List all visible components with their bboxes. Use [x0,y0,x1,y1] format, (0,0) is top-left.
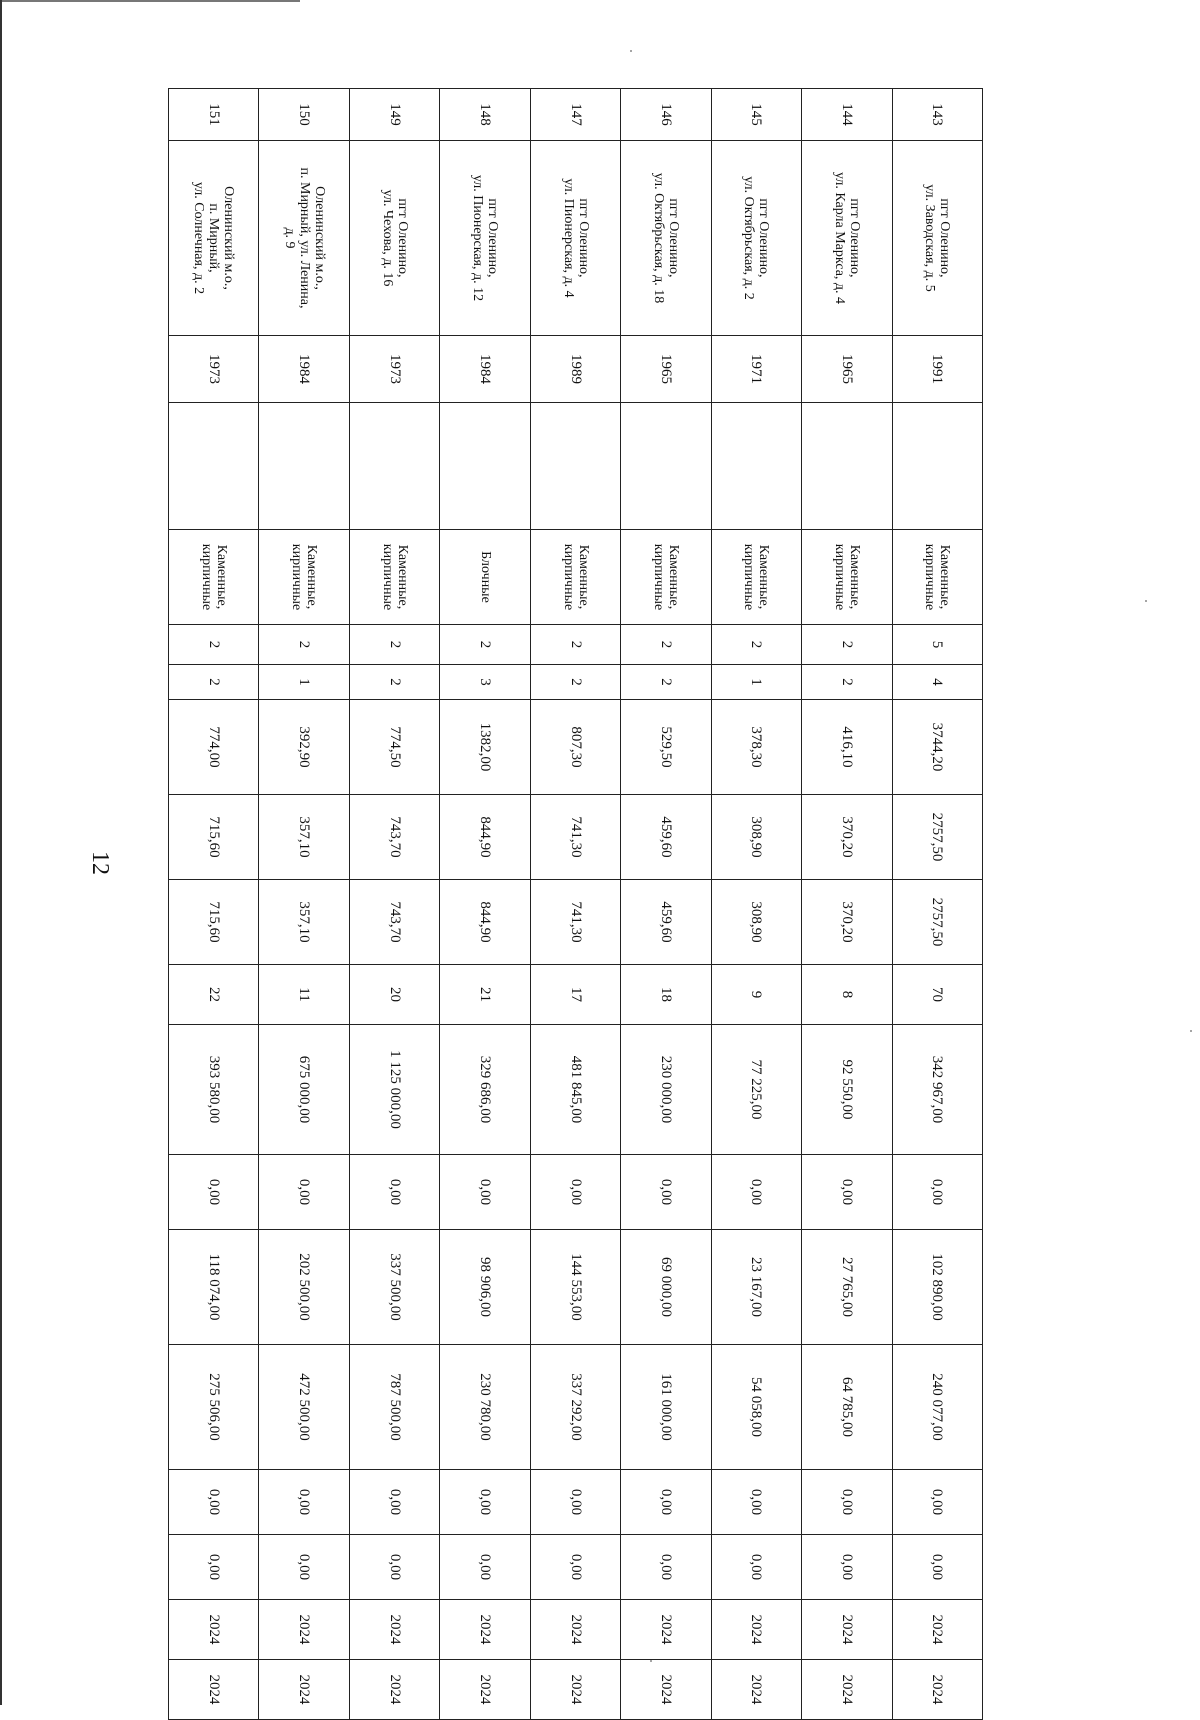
completion-year-cell: 2024 [621,1660,711,1720]
wall-material-cell: Каменные, кирпичные [711,530,801,625]
fund-d-cell: 0,00 [892,1470,982,1535]
fund-d-cell: 0,00 [349,1470,439,1535]
fund-b-cell: 102 890,00 [892,1230,982,1345]
total-area-cell: 3744,20 [892,700,982,795]
cost-total-cell: 675 000,00 [259,1025,349,1155]
fund-c-cell: 240 077,00 [892,1345,982,1470]
table-row [621,89,711,1720]
rotated-table-wrapper [168,88,983,1705]
year-built-cell: 1973 [349,336,439,403]
address-cell: пгт Оленино, ул. Пионерская, д. 4 [530,141,620,336]
total-area-cell: 529,50 [621,700,711,795]
fund-a-cell: 0,00 [711,1155,801,1230]
entrances-cell: 2 [169,665,260,700]
entrances-cell: 3 [440,665,530,700]
living-area-cell: 308,90 [711,795,801,880]
entrances-cell: 2 [530,665,620,700]
fund-d-cell: 0,00 [711,1470,801,1535]
fund-e-cell: 0,00 [169,1535,260,1600]
fund-a-cell: 0,00 [621,1155,711,1230]
residents-cell: 21 [440,965,530,1025]
fund-e-cell: 0,00 [711,1535,801,1600]
fund-c-cell: 64 785,00 [802,1345,892,1470]
fund-a-cell: 0,00 [349,1155,439,1230]
total-area-cell: 774,50 [349,700,439,795]
year-built-cell: 1991 [892,336,982,403]
fund-c-cell: 337 292,00 [530,1345,620,1470]
empty-cell-cell [259,403,349,530]
planned-year-cell: 2024 [169,1600,260,1660]
residents-cell: 11 [259,965,349,1025]
fund-e-cell: 0,00 [530,1535,620,1600]
floors-cell: 2 [621,625,711,665]
row-number-cell: 150 [259,89,349,141]
floors-cell: 2 [530,625,620,665]
housing-register-table [168,88,983,1720]
residents-cell: 17 [530,965,620,1025]
living-area-cell: 357,10 [259,795,349,880]
address-cell: пгт Оленино, ул. Пионерская, д. 12 [440,141,530,336]
living-area-cell: 741,30 [530,795,620,880]
empty-cell-cell [892,403,982,530]
floors-cell: 2 [802,625,892,665]
fund-b-cell: 337 500,00 [349,1230,439,1345]
entrances-cell: 1 [711,665,801,700]
fund-d-cell: 0,00 [530,1470,620,1535]
fund-c-cell: 275 506,00 [169,1345,260,1470]
address-cell: Оленинский м.о., п. Мирный, ул. Солнечная, д. 2 [169,141,260,336]
total-area-cell: 416,10 [802,700,892,795]
address-cell: пгт Оленино, ул. Заводская, д. 5 [892,141,982,336]
apartment-area-cell: 715,60 [169,880,260,965]
row-number-cell: 144 [802,89,892,141]
apartment-area-cell: 2757,50 [892,880,982,965]
entrances-cell: 2 [349,665,439,700]
completion-year-cell: 2024 [892,1660,982,1720]
cost-total-cell: 342 967,00 [892,1025,982,1155]
fund-c-cell: 230 780,00 [440,1345,530,1470]
apartment-area-cell: 844,90 [440,880,530,965]
residents-cell: 8 [802,965,892,1025]
fund-a-cell: 0,00 [259,1155,349,1230]
total-area-cell: 774,00 [169,700,260,795]
planned-year-cell: 2024 [440,1600,530,1660]
fund-e-cell: 0,00 [892,1535,982,1600]
fund-c-cell: 787 500,00 [349,1345,439,1470]
completion-year-cell: 2024 [440,1660,530,1720]
table-row [169,89,260,1720]
fund-d-cell: 0,00 [440,1470,530,1535]
cost-total-cell: 393 580,00 [169,1025,260,1155]
row-number-cell: 151 [169,89,260,141]
total-area-cell: 1382,00 [440,700,530,795]
entrances-cell: 1 [259,665,349,700]
fund-b-cell: 144 553,00 [530,1230,620,1345]
empty-cell-cell [530,403,620,530]
empty-cell-cell [621,403,711,530]
cost-total-cell: 1 125 000,00 [349,1025,439,1155]
apartment-area-cell: 459,60 [621,880,711,965]
fund-d-cell: 0,00 [621,1470,711,1535]
fund-e-cell: 0,00 [349,1535,439,1600]
floors-cell: 2 [349,625,439,665]
wall-material-cell: Блочные [440,530,530,625]
residents-cell: 70 [892,965,982,1025]
empty-cell-cell [349,403,439,530]
completion-year-cell: 2024 [530,1660,620,1720]
fund-d-cell: 0,00 [169,1470,260,1535]
planned-year-cell: 2024 [892,1600,982,1660]
row-number-cell: 147 [530,89,620,141]
table-row [802,89,892,1720]
total-area-cell: 378,30 [711,700,801,795]
row-number-cell: 148 [440,89,530,141]
living-area-cell: 743,70 [349,795,439,880]
wall-material-cell: Каменные, кирпичные [530,530,620,625]
floors-cell: 2 [711,625,801,665]
apartment-area-cell: 743,70 [349,880,439,965]
floors-cell: 2 [259,625,349,665]
table-row [259,89,349,1720]
wall-material-cell: Каменные, кирпичные [349,530,439,625]
fund-e-cell: 0,00 [621,1535,711,1600]
completion-year-cell: 2024 [802,1660,892,1720]
fund-a-cell: 0,00 [530,1155,620,1230]
entrances-cell: 2 [802,665,892,700]
fund-e-cell: 0,00 [440,1535,530,1600]
fund-d-cell: 0,00 [802,1470,892,1535]
year-built-cell: 1984 [259,336,349,403]
year-built-cell: 1973 [169,336,260,403]
entrances-cell: 4 [892,665,982,700]
floors-cell: 5 [892,625,982,665]
fund-b-cell: 202 500,00 [259,1230,349,1345]
cost-total-cell: 230 000,00 [621,1025,711,1155]
address-cell: пгт Оленино, ул. Октябрьская, д. 2 [711,141,801,336]
cost-total-cell: 481 845,00 [530,1025,620,1155]
fund-e-cell: 0,00 [802,1535,892,1600]
completion-year-cell: 2024 [349,1660,439,1720]
living-area-cell: 370,20 [802,795,892,880]
table-row [530,89,620,1720]
fund-b-cell: 69 000,00 [621,1230,711,1345]
living-area-cell: 844,90 [440,795,530,880]
planned-year-cell: 2024 [259,1600,349,1660]
year-built-cell: 1971 [711,336,801,403]
scan-edge-top [0,0,300,2]
total-area-cell: 392,90 [259,700,349,795]
completion-year-cell: 2024 [169,1660,260,1720]
floors-cell: 2 [169,625,260,665]
fund-d-cell: 0,00 [259,1470,349,1535]
completion-year-cell: 2024 [259,1660,349,1720]
apartment-area-cell: 741,30 [530,880,620,965]
empty-cell-cell [802,403,892,530]
wall-material-cell: Каменные, кирпичные [259,530,349,625]
fund-a-cell: 0,00 [892,1155,982,1230]
table-row [349,89,439,1720]
scan-edge-left [0,0,2,1705]
residents-cell: 9 [711,965,801,1025]
floors-cell: 2 [440,625,530,665]
address-cell: пгт Оленино, ул. Октябрьская, д. 18 [621,141,711,336]
address-cell: пгт Оленино, ул. Чехова, д. 16 [349,141,439,336]
year-built-cell: 1989 [530,336,620,403]
fund-c-cell: 161 000,00 [621,1345,711,1470]
table-row [711,89,801,1720]
planned-year-cell: 2024 [621,1600,711,1660]
table-row [892,89,982,1720]
empty-cell-cell [169,403,260,530]
fund-a-cell: 0,00 [802,1155,892,1230]
year-built-cell: 1965 [621,336,711,403]
row-number-cell: 145 [711,89,801,141]
apartment-area-cell: 308,90 [711,880,801,965]
entrances-cell: 2 [621,665,711,700]
page-number: 12 [87,851,113,875]
fund-c-cell: 54 058,00 [711,1345,801,1470]
living-area-cell: 715,60 [169,795,260,880]
row-number-cell: 146 [621,89,711,141]
address-cell: Оленинский м.о., п. Мирный, ул. Ленина, д. 9 [259,141,349,336]
wall-material-cell: Каменные, кирпичные [621,530,711,625]
empty-cell-cell [711,403,801,530]
living-area-cell: 459,60 [621,795,711,880]
fund-e-cell: 0,00 [259,1535,349,1600]
fund-b-cell: 23 167,00 [711,1230,801,1345]
empty-cell-cell [440,403,530,530]
address-cell: пгт Оленино, ул. Карла Маркса, д. 4 [802,141,892,336]
year-built-cell: 1984 [440,336,530,403]
wall-material-cell: Каменные, кирпичные [802,530,892,625]
wall-material-cell: Каменные, кирпичные [892,530,982,625]
residents-cell: 22 [169,965,260,1025]
wall-material-cell: Каменные, кирпичные [169,530,260,625]
row-number-cell: 149 [349,89,439,141]
cost-total-cell: 92 550,00 [802,1025,892,1155]
row-number-cell: 143 [892,89,982,141]
year-built-cell: 1965 [802,336,892,403]
residents-cell: 18 [621,965,711,1025]
fund-b-cell: 27 765,00 [802,1230,892,1345]
table-row [440,89,530,1720]
apartment-area-cell: 357,10 [259,880,349,965]
planned-year-cell: 2024 [530,1600,620,1660]
table-body [169,89,983,1720]
total-area-cell: 807,30 [530,700,620,795]
planned-year-cell: 2024 [802,1600,892,1660]
fund-a-cell: 0,00 [440,1155,530,1230]
completion-year-cell: 2024 [711,1660,801,1720]
fund-b-cell: 98 906,00 [440,1230,530,1345]
planned-year-cell: 2024 [349,1600,439,1660]
fund-a-cell: 0,00 [169,1155,260,1230]
living-area-cell: 2757,50 [892,795,982,880]
cost-total-cell: 329 686,00 [440,1025,530,1155]
residents-cell: 20 [349,965,439,1025]
apartment-area-cell: 370,20 [802,880,892,965]
fund-b-cell: 118 074,00 [169,1230,260,1345]
cost-total-cell: 77 225,00 [711,1025,801,1155]
planned-year-cell: 2024 [711,1600,801,1660]
fund-c-cell: 472 500,00 [259,1345,349,1470]
